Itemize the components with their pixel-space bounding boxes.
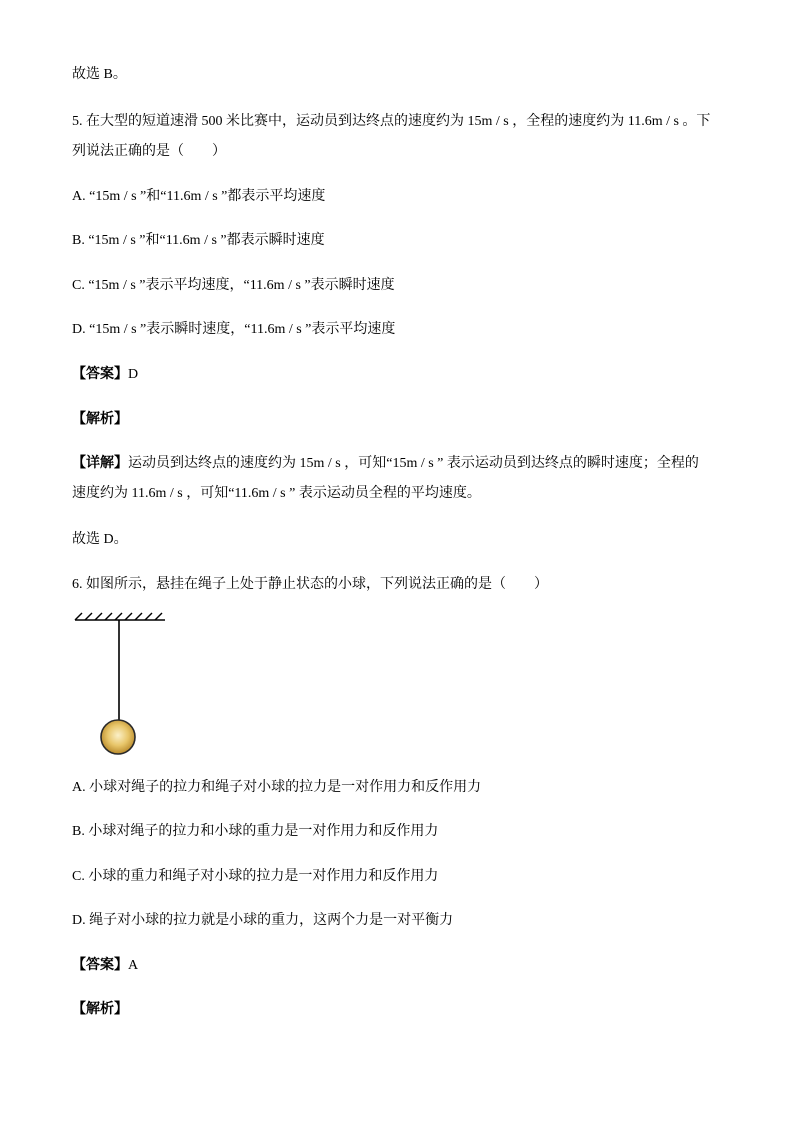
q6-analysis-label: 【解析】 bbox=[72, 1002, 128, 1017]
q5-answer bbox=[72, 365, 138, 385]
q5-detail-text-1: 运动员到达终点的速度约为 15m / s ，可知“15m / s ” 表示运动员到达终点的瞬时速度；全程的 bbox=[128, 456, 699, 471]
q5-analysis-label: 【解析】 bbox=[72, 412, 128, 427]
q5-answer-label: 【答案】 bbox=[72, 367, 128, 382]
ball bbox=[101, 720, 135, 754]
q5-detail-label: 【详解】 bbox=[72, 456, 128, 471]
q6-option-a: A. 小球对绳子的拉力和绳子对小球的拉力是一对作用力和反作用力 bbox=[72, 780, 482, 795]
q5-option-a: A. “15m / s ”和“11.6m / s ”都表示平均速度 bbox=[72, 189, 326, 204]
q6-option-b: B. 小球对绳子的拉力和小球的重力是一对作用力和反作用力 bbox=[72, 824, 439, 839]
pendulum-svg bbox=[70, 612, 170, 756]
q6-answer-value: A bbox=[128, 958, 139, 973]
q6-option-d: D. 绳子对小球的拉力就是小球的重力，这两个力是一对平衡力 bbox=[72, 913, 454, 928]
ceiling-hatch bbox=[75, 613, 162, 620]
q6-stem: 6. 如图所示，悬挂在绳子上处于静止状态的小球，下列说法正确的是（ ） bbox=[72, 577, 548, 592]
q6-option-c: C. 小球的重力和绳子对小球的拉力是一对作用力和反作用力 bbox=[72, 869, 439, 884]
ceiling-support bbox=[75, 613, 165, 620]
q5-stem-line-1: 5. 在大型的短道速滑 500 米比赛中，运动员到达终点的速度约为 15m / s ，全程的速度约为 11.6m / s 。下 bbox=[72, 114, 711, 129]
q5-stem-line-2: 列说法正确的是（ ） bbox=[72, 144, 226, 159]
q5-option-d: D. “15m / s ”表示瞬时速度，“11.6m / s ”表示平均速度 bbox=[72, 322, 396, 337]
prev-conclusion: 故选 B。 bbox=[72, 67, 127, 82]
q5-detail-line-2: 速度约为 11.6m / s ，可知“11.6m / s ” 表示运动员全程的平均速度。 bbox=[72, 486, 481, 501]
q5-option-b: B. “15m / s ”和“11.6m / s ”都表示瞬时速度 bbox=[72, 233, 325, 248]
q5-detail-line-1 bbox=[72, 454, 699, 474]
pendulum-figure bbox=[70, 612, 170, 756]
q6-answer-label: 【答案】 bbox=[72, 958, 128, 973]
q6-answer bbox=[72, 956, 138, 976]
q5-answer-value: D bbox=[128, 367, 139, 382]
q5-conclusion: 故选 D。 bbox=[72, 532, 128, 547]
q5-option-c: C. “15m / s ”表示平均速度，“11.6m / s ”表示瞬时速度 bbox=[72, 278, 395, 293]
